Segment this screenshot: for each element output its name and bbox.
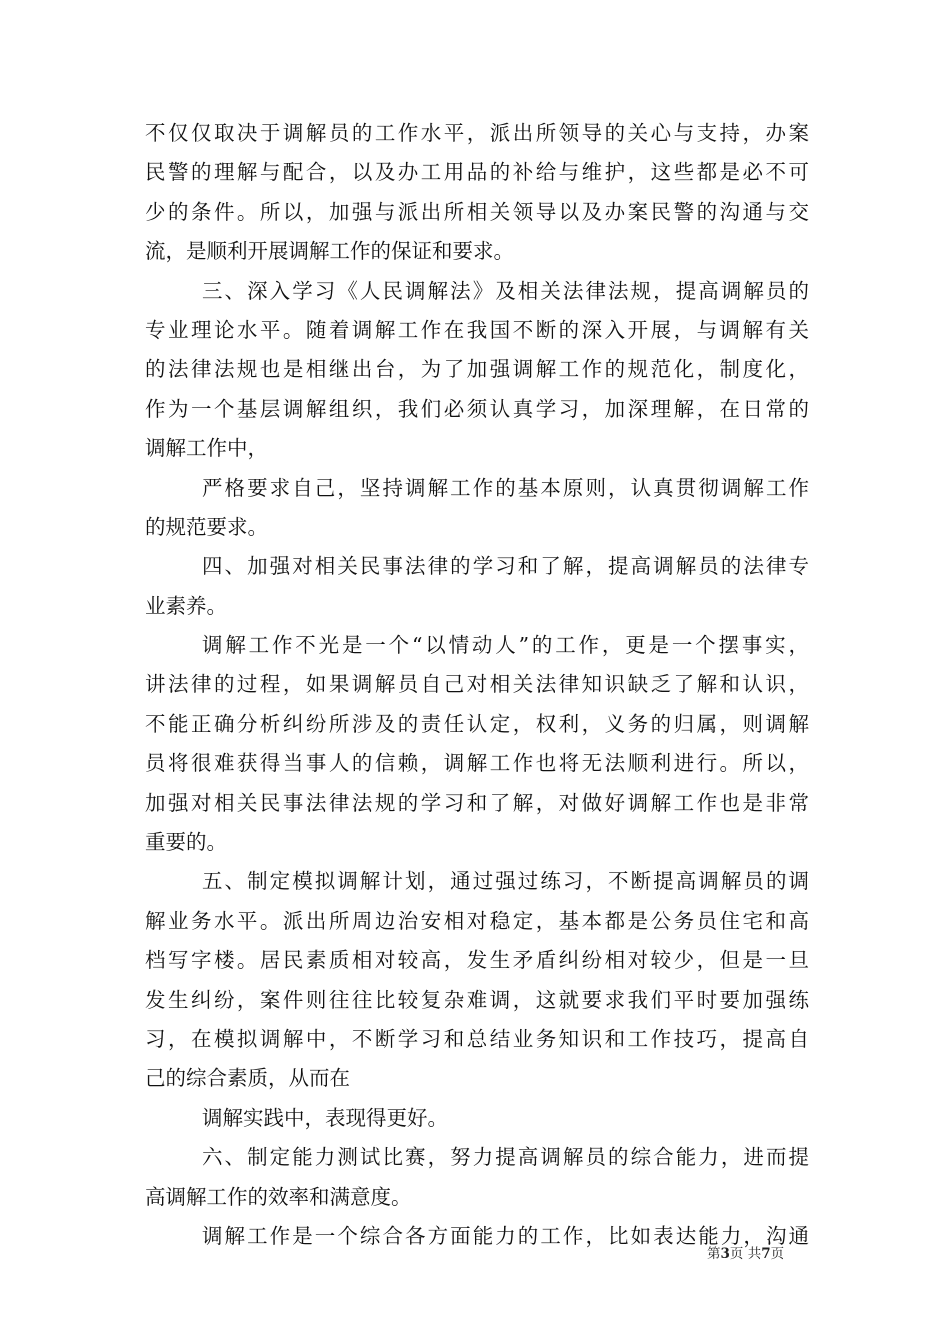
text-line: 加强对相关民事法律法规的学习和了解，对做好调解工作也是非常 [145, 790, 809, 815]
text-line: 不能正确分析纠纷所涉及的责任认定，权利，义务的归属，则调解 [145, 711, 809, 736]
footer-prefix: 第 [707, 1246, 721, 1262]
text-line: 四、加强对相关民事法律的学习和了解，提高调解员的法律专 [202, 554, 809, 579]
text-line: 三、深入学习《人民调解法》及相关法律法规，提高调解员的 [202, 278, 809, 303]
current-page-number: 3 [720, 1246, 730, 1262]
text-line: 的规范要求。 [145, 514, 268, 539]
text-line: 五、制定模拟调解计划，通过强过练习，不断提高调解员的调 [202, 869, 809, 894]
footer-middle: 页 共 [729, 1246, 762, 1262]
text-line: 严格要求自己，坚持调解工作的基本原则，认真贯彻调解工作 [202, 475, 809, 500]
text-line: 解业务水平。派出所周边治安相对稳定，基本都是公务员住宅和高 [145, 908, 809, 933]
text-line: 发生纠纷，案件则往往比较复杂难调，这就要求我们平时要加强练 [145, 987, 809, 1012]
body-text [145, 114, 809, 1256]
text-line: 六、制定能力测试比赛，努力提高调解员的综合能力，进而提 [202, 1145, 809, 1170]
text-line: 调解工作中， [145, 436, 268, 461]
total-pages-number: 7 [761, 1246, 771, 1262]
text-line: 业素养。 [145, 593, 227, 618]
text-line: 档写字楼。居民素质相对较高，发生矛盾纠纷相对较少，但是一旦 [145, 948, 809, 973]
text-line: 习，在模拟调解中，不断学习和总结业务知识和工作技巧，提高自 [145, 1026, 809, 1051]
text-line: 员将很难获得当事人的信赖，调解工作也将无法顺利进行。所以， [145, 751, 809, 776]
page-footer [707, 1245, 784, 1263]
footer-suffix: 页 [770, 1246, 785, 1262]
text-line: 的法律法规也是相继出台，为了加强调解工作的规范化，制度化， [145, 357, 809, 382]
text-line: 少的条件。所以，加强与派出所相关领导以及办案民警的沟通与交 [145, 199, 809, 224]
text-line: 流，是顺利开展调解工作的保证和要求。 [145, 239, 514, 264]
text-line: 专业理论水平。随着调解工作在我国不断的深入开展，与调解有关 [145, 317, 809, 342]
text-line: 调解工作是一个综合各方面能力的工作，比如表达能力，沟通 [202, 1223, 809, 1248]
text-line: 调解实践中，表现得更好。 [202, 1105, 448, 1130]
text-line: 作为一个基层调解组织，我们必须认真学习，加深理解，在日常的 [145, 396, 809, 421]
text-line: 己的综合素质，从而在 [145, 1066, 350, 1091]
text-line: 讲法律的过程，如果调解员自己对相关法律知识缺乏了解和认识， [145, 672, 809, 697]
text-line: 不仅仅取决于调解员的工作水平，派出所领导的关心与支持，办案 [145, 121, 809, 145]
text-line: 调解工作不光是一个“以情动人”的工作，更是一个摆事实， [202, 633, 809, 658]
text-line: 高调解工作的效率和满意度。 [145, 1184, 412, 1209]
text-line: 民警的理解与配合，以及办工用品的补给与维护，这些都是必不可 [145, 160, 809, 185]
text-line: 重要的。 [145, 830, 227, 855]
